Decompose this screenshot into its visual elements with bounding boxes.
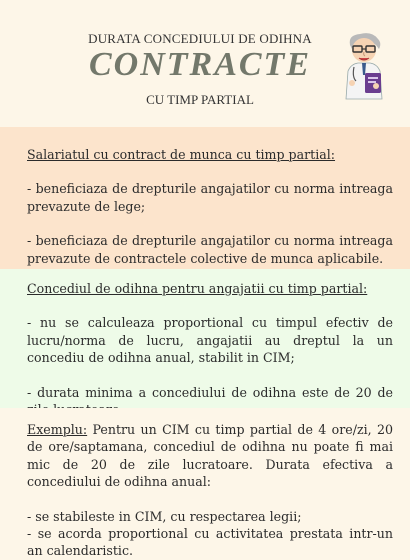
list-item: - se acorda proportional cu activitatea prestata intr-un an calendaristic.: [27, 526, 393, 559]
list-item: - nu se calculeaza proportional cu timpul efectiv de lucru/norma de lucru, angajatii au dreptul la un concediu de odihna anual, stabilit in CIM;: [27, 315, 393, 366]
list-item: - beneficiaza de drepturile angajatilor cu norma intreaga prevazute de contractele colective de munca aplicabile.: [27, 233, 393, 266]
list-item: - se stabileste in CIM, cu respectarea legii;: [27, 508, 302, 524]
example-paragraph: [27, 408, 393, 491]
list-item: - beneficiaza de drepturile angajatilor cu norma intreaga prevazute de lege;: [27, 181, 393, 214]
example-text: Pentru un CIM cu timp partial de 4 ore/zi, 20 de ore/saptamana, concediul de odihna nu poate fi mai mic de 20 de zile lucratoare. Durata efectiva a concediului de odihna anual:: [27, 422, 393, 490]
list-item: - durata minima a concediului de odihna este de 20 de: [27, 384, 393, 400]
doctor-mascot-icon: [338, 31, 390, 101]
section-example: [0, 408, 410, 557]
section-leave-rules: [0, 269, 410, 408]
header: [0, 0, 410, 127]
example-label: Exemplu:: [27, 422, 88, 437]
sub-title: CU TIMP PARTIAL: [146, 92, 254, 107]
section-heading: Salariatul cu contract de munca cu timp partial:: [27, 147, 336, 162]
page-title: CONTRACTE: [88, 46, 312, 83]
pre-title: DURATA CONCEDIULUI DE ODIHNA: [88, 31, 312, 46]
section-part-time-employee: [0, 127, 410, 269]
section-heading: Concediul de odihna pentru angajatii cu timp partial:: [27, 281, 368, 296]
